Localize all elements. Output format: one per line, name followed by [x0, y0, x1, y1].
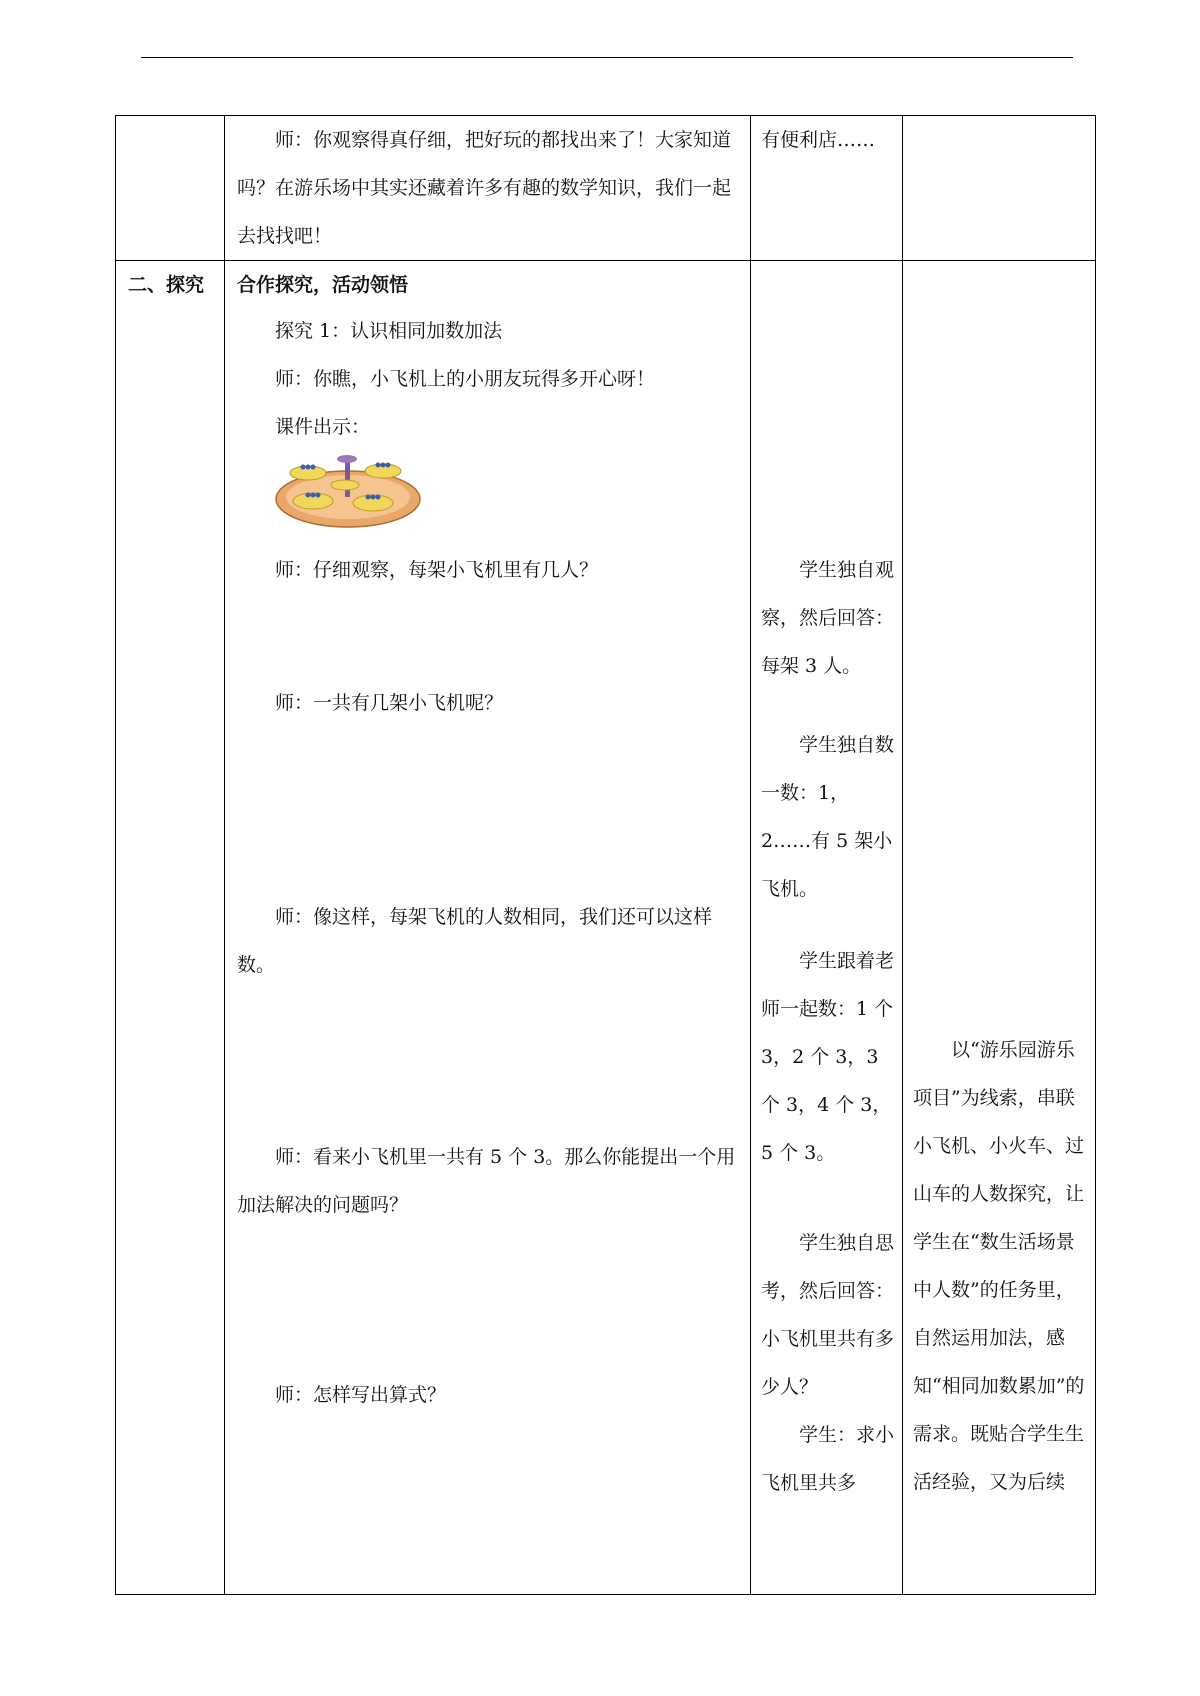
stage-cell [116, 116, 225, 261]
teacher-activity-cell [225, 116, 751, 261]
stage-cell [116, 261, 225, 1595]
teacher-line: 师：一共有几架小飞机呢？ [275, 692, 504, 714]
section-title: 合作探究，活动领悟 [237, 274, 409, 296]
student-line: 学生跟着老师一起数：1 个 3，2 个 3，3 个 3，4 个 3，5 个 3。 [761, 950, 895, 1164]
teacher-line: 师：你瞧，小飞机上的小朋友玩得多开心呀！ [275, 368, 656, 390]
teacher-line: 师：怎样写出算式？ [275, 1384, 447, 1406]
student-line: 学生独自思考，然后回答：小飞机里共有多少人？ [761, 1232, 895, 1398]
teacher-activity-cell [225, 261, 751, 1595]
teacher-line: 探究 1：认识相同加数加法 [275, 320, 503, 342]
teacher-line: 师：仔细观察，每架小飞机里有几人？ [275, 559, 599, 581]
design-intent-cell [903, 116, 1096, 261]
lesson-plan-table [115, 115, 1096, 1595]
student-activity-cell [751, 116, 903, 261]
teacher-line: 课件出示： [275, 416, 371, 438]
header-rule [141, 57, 1073, 58]
student-line: 学生独自观察，然后回答：每架 3 人。 [761, 559, 895, 677]
airplane-carousel-image [273, 449, 423, 529]
stage-label: 二、探究 [128, 274, 205, 296]
design-intent-cell [903, 261, 1096, 1595]
student-activity-cell [751, 261, 903, 1595]
design-paragraph: 以“游乐园游乐项目”为线索，串联小飞机、小火车、过山车的人数探究，让学生在“数生活场景中人数”的任务里，自然运用加法，感知“相同加数累加”的需求。既贴合学生生活经验，又为后续 [913, 1039, 1085, 1493]
student-line: 学生：求小飞机里共多 [761, 1424, 895, 1494]
student-line: 学生独自数一数：1，2……有 5 架小飞机。 [761, 734, 895, 900]
teacher-line: 师：像这样，每架飞机的人数相同，我们还可以这样数。 [237, 906, 713, 976]
table-row [116, 261, 1096, 1595]
table-row [116, 116, 1096, 261]
teacher-paragraph: 师：你观察得真仔细，把好玩的都找出来了！大家知道吗？在游乐场中其实还藏着许多有趣的数学知识，我们一起去找找吧！ [237, 129, 732, 247]
teacher-line: 师：看来小飞机里一共有 5 个 3。那么你能提出一个用加法解决的问题吗？ [237, 1146, 736, 1216]
student-paragraph: 有便利店…… [761, 129, 876, 151]
